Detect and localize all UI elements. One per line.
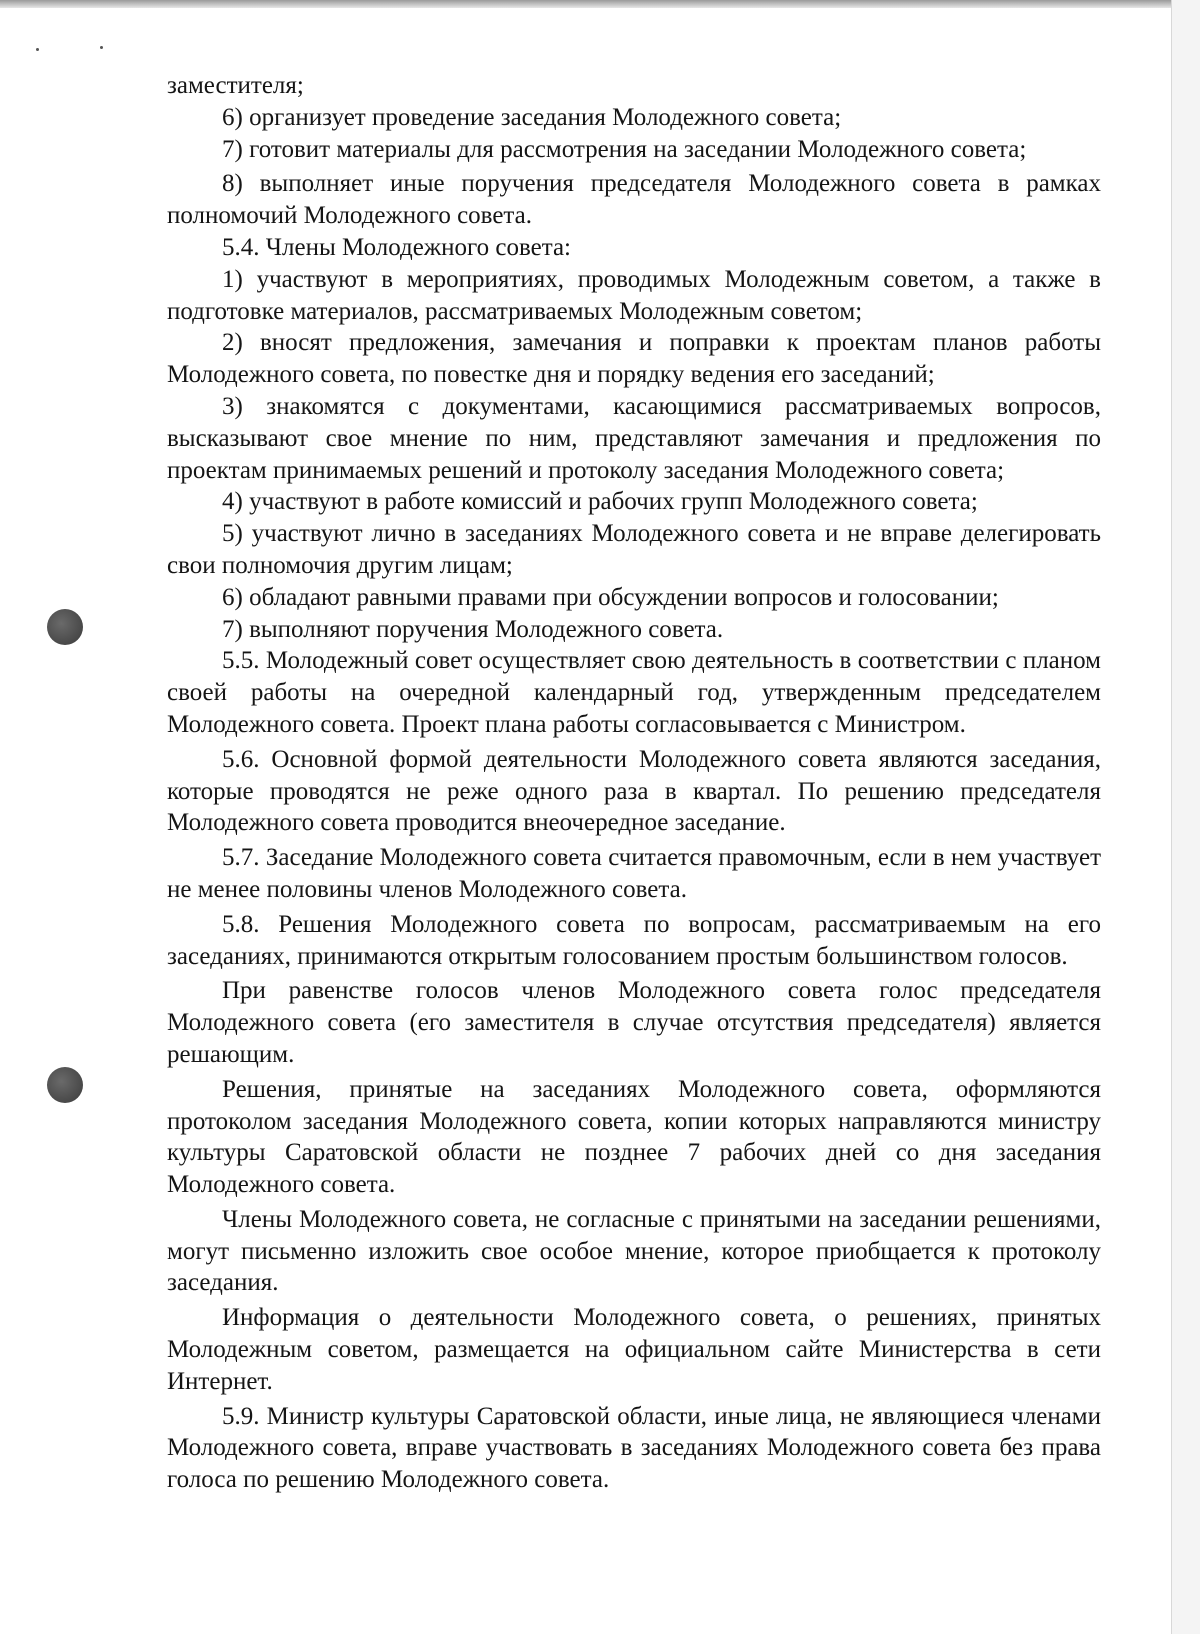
paragraph: 5.8. Решения Молодежного совета по вопросам, рассматриваемым на его заседаниях, принимаются открытым голосованием простым большинством голосов. — [167, 910, 1101, 970]
scan-top-edge — [0, 0, 1200, 8]
paragraph: 2) вносят предложения, замечания и поправки к проектам планов работы Молодежного совета, по повестке дня и порядку ведения его заседаний; — [167, 329, 1101, 389]
paragraph: 5) участвуют лично в заседаниях Молодежного совета и не вправе делегировать свои полномочия другим лицам; — [167, 520, 1101, 579]
scan-right-edge — [1171, 0, 1200, 1634]
punch-hole — [47, 609, 83, 645]
paragraph: При равенстве голосов членов Молодежного совета голос председателя Молодежного совета (его заместителя в случае отсутствия председателя) является решающим. — [167, 977, 1101, 1068]
paragraph: 7) выполняют поручения Молодежного совета. — [222, 615, 724, 643]
paragraph: Информация о деятельности Молодежного совета, о решениях, принятых Молодежным советом, размещается на официальном сайте Министерства в сети Интернет. — [167, 1304, 1101, 1395]
paragraph: 3) знакомятся с документами, касающимися рассматриваемых вопросов, высказывают свое мнение по ним, представляют замечания и предложения по проектам принимаемых решений и протоколу заседания Молодежного совета; — [167, 392, 1101, 484]
paragraph: Члены Молодежного совета, не согласные с принятыми на заседании решениями, могут письменно изложить свое особое мнение, которое приобщается к протоколу заседания. — [167, 1205, 1101, 1297]
paragraph: 6) организует проведение заседания Молодежного совета; — [222, 103, 842, 131]
paragraph: 4) участвуют в работе комиссий и рабочих групп Молодежного совета; — [222, 488, 978, 516]
document-page — [167, 70, 1101, 1496]
paragraph: Решения, принятые на заседаниях Молодежного совета, оформляются протоколом заседания Молодежного совета, копии которых направляются министру культуры Саратовской области не позднее 7 рабочих дней со дня заседания Молодежного совета. — [167, 1075, 1101, 1199]
paragraph: 7) готовит материалы для рассмотрения на заседании Молодежного совета; — [222, 135, 1027, 163]
paragraph: 5.6. Основной формой деятельности Молодежного совета являются заседания, которые проводятся не реже одного раза в квартал. По решению председателя Молодежного совета проводится внеочередное заседание. — [167, 745, 1101, 837]
scan-speck — [36, 48, 39, 51]
paragraph: 5.5. Молодежный совет осуществляет свою деятельность в соответствии с планом своей работы на очередной календарный год, утвержденным председателем Молодежного совета. Проект плана работы согласовывается с Министром. — [167, 647, 1101, 738]
punch-hole — [47, 1067, 83, 1103]
paragraph: 5.7. Заседание Молодежного совета считается правомочным, если в нем участвует не менее половины членов Молодежного совета. — [167, 844, 1101, 903]
paragraph: заместителя; — [167, 72, 304, 99]
paragraph: 1) участвуют в мероприятиях, проводимых Молодежным советом, а также в подготовке материалов, рассматриваемых Молодежным советом; — [167, 265, 1101, 325]
scan-speck — [100, 46, 103, 49]
paragraph: 6) обладают равными правами при обсуждении вопросов и голосовании; — [222, 583, 999, 611]
paragraph: 5.4. Члены Молодежного совета: — [222, 233, 571, 261]
paragraph: 5.9. Министр культуры Саратовской области, иные лица, не являющиеся членами Молодежного совета, вправе участвовать в заседаниях Молодежного совета без права голоса по решению Молодежного совета. — [167, 1402, 1101, 1494]
paragraph: 8) выполняет иные поручения председателя Молодежного совета в рамках полномочий Молодежного совета. — [167, 170, 1101, 230]
